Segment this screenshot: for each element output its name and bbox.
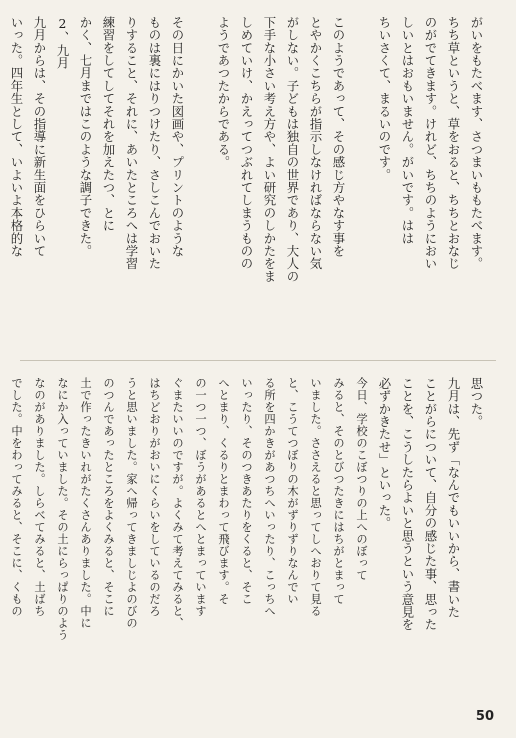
text-line: ようであつたからである。 — [216, 16, 231, 169]
text-line: かく、七月まではこのような調子できた。 — [78, 16, 93, 258]
upper-text-block — [2, 16, 488, 346]
text-line: ぐまたいいのですが。よくみて考えてみると、 — [171, 377, 184, 629]
text-line: 土で作ったきいれがたくさんありました。中に — [79, 377, 92, 629]
text-line: しめていけ、かえってつぶれてしまうものの — [239, 16, 254, 270]
text-line — [189, 16, 212, 346]
text-line: ちいさくて、まるいのです。 — [377, 16, 392, 182]
text-line: りすること、それに、あいたところへは学習 — [124, 16, 139, 270]
text-line — [0, 16, 5, 346]
text-line: 九月からは、その指導に新生面をひらいて — [32, 16, 47, 258]
text-line: がいをもたべます、さつまいももたべます。 — [469, 16, 484, 270]
text-line: なのがありました。しらべてみると、土ばち — [33, 377, 46, 617]
text-line: ことがらについて、自分の感じた事、思った — [423, 377, 438, 631]
text-line — [0, 377, 5, 687]
text-line: でした。中をわってみると、そこに、くもの — [10, 377, 23, 617]
text-line: 下手な小さい考え方や、よい研究のしかたをま — [262, 16, 277, 283]
lower-text-block — [2, 377, 488, 687]
text-line: がしない。子どもは独自の世界であり、大人の — [285, 16, 300, 283]
text-line: 練習をしてしてそれを加えたつ、とに — [101, 16, 116, 232]
text-line: のつんであったところをよくみると、そこに — [102, 377, 115, 617]
text-line: このようであって、その感じ方やなす事を — [331, 16, 346, 258]
page-number: 50 — [475, 709, 494, 724]
text-line: と、こうてつぼりの木がずりずりなんでい — [286, 377, 299, 605]
text-line: とやかくこちらが指示しなければならない気 — [308, 16, 323, 270]
block-divider — [20, 360, 496, 361]
text-line: いった。四年生として、いよいよ本格的な — [9, 16, 24, 258]
text-line: うと思いました。家へ帰ってきましじよのびの — [125, 377, 138, 629]
text-line: なにか入っていました。その土にらっぱりのよう — [56, 377, 69, 641]
text-line: のがでてきます。けれど、ちちのようにおい — [423, 16, 438, 270]
text-line: 必ずかきたせ」といった。 — [377, 377, 392, 530]
text-line: ちち草というと、草をおると、ちちとおなじ — [446, 16, 461, 270]
text-line: へとまり、くるりとまわって飛びます。そ — [217, 377, 230, 605]
text-line: その日にかいた図画や、プリントのような — [170, 16, 185, 258]
text-line — [350, 16, 373, 346]
text-line: いったり、そのつきあたりをくると、そこ — [240, 377, 253, 605]
text-line: 今日、学校のこぼつりの上へのぼって — [355, 377, 368, 581]
text-line: ものは裏にはりつけたり、さしこんでおいた — [147, 16, 162, 270]
text-line: 2、九月 — [55, 16, 70, 70]
text-line: しいとはおもいません。がいです。はは — [400, 16, 415, 245]
text-line: 思つた。 — [469, 377, 484, 428]
text-line: みると、そのとびつたきにはちがとまって — [332, 377, 345, 605]
text-line: いました。ささえると思ってしへおりて見る — [309, 377, 322, 617]
text-line: ことを、こうしたらよいと思うという意見を — [400, 377, 415, 631]
text-line: 九月は、先ず「なんでもいいから、書いた — [446, 377, 461, 619]
text-line: の一つ一つ、ぼうがあるとへとまっています — [194, 377, 207, 617]
text-line: はちどおりがおいにくらいをしているのだろ — [148, 377, 161, 617]
text-line: る所を四かきがあつちへいったり、こっちへ — [263, 377, 276, 617]
